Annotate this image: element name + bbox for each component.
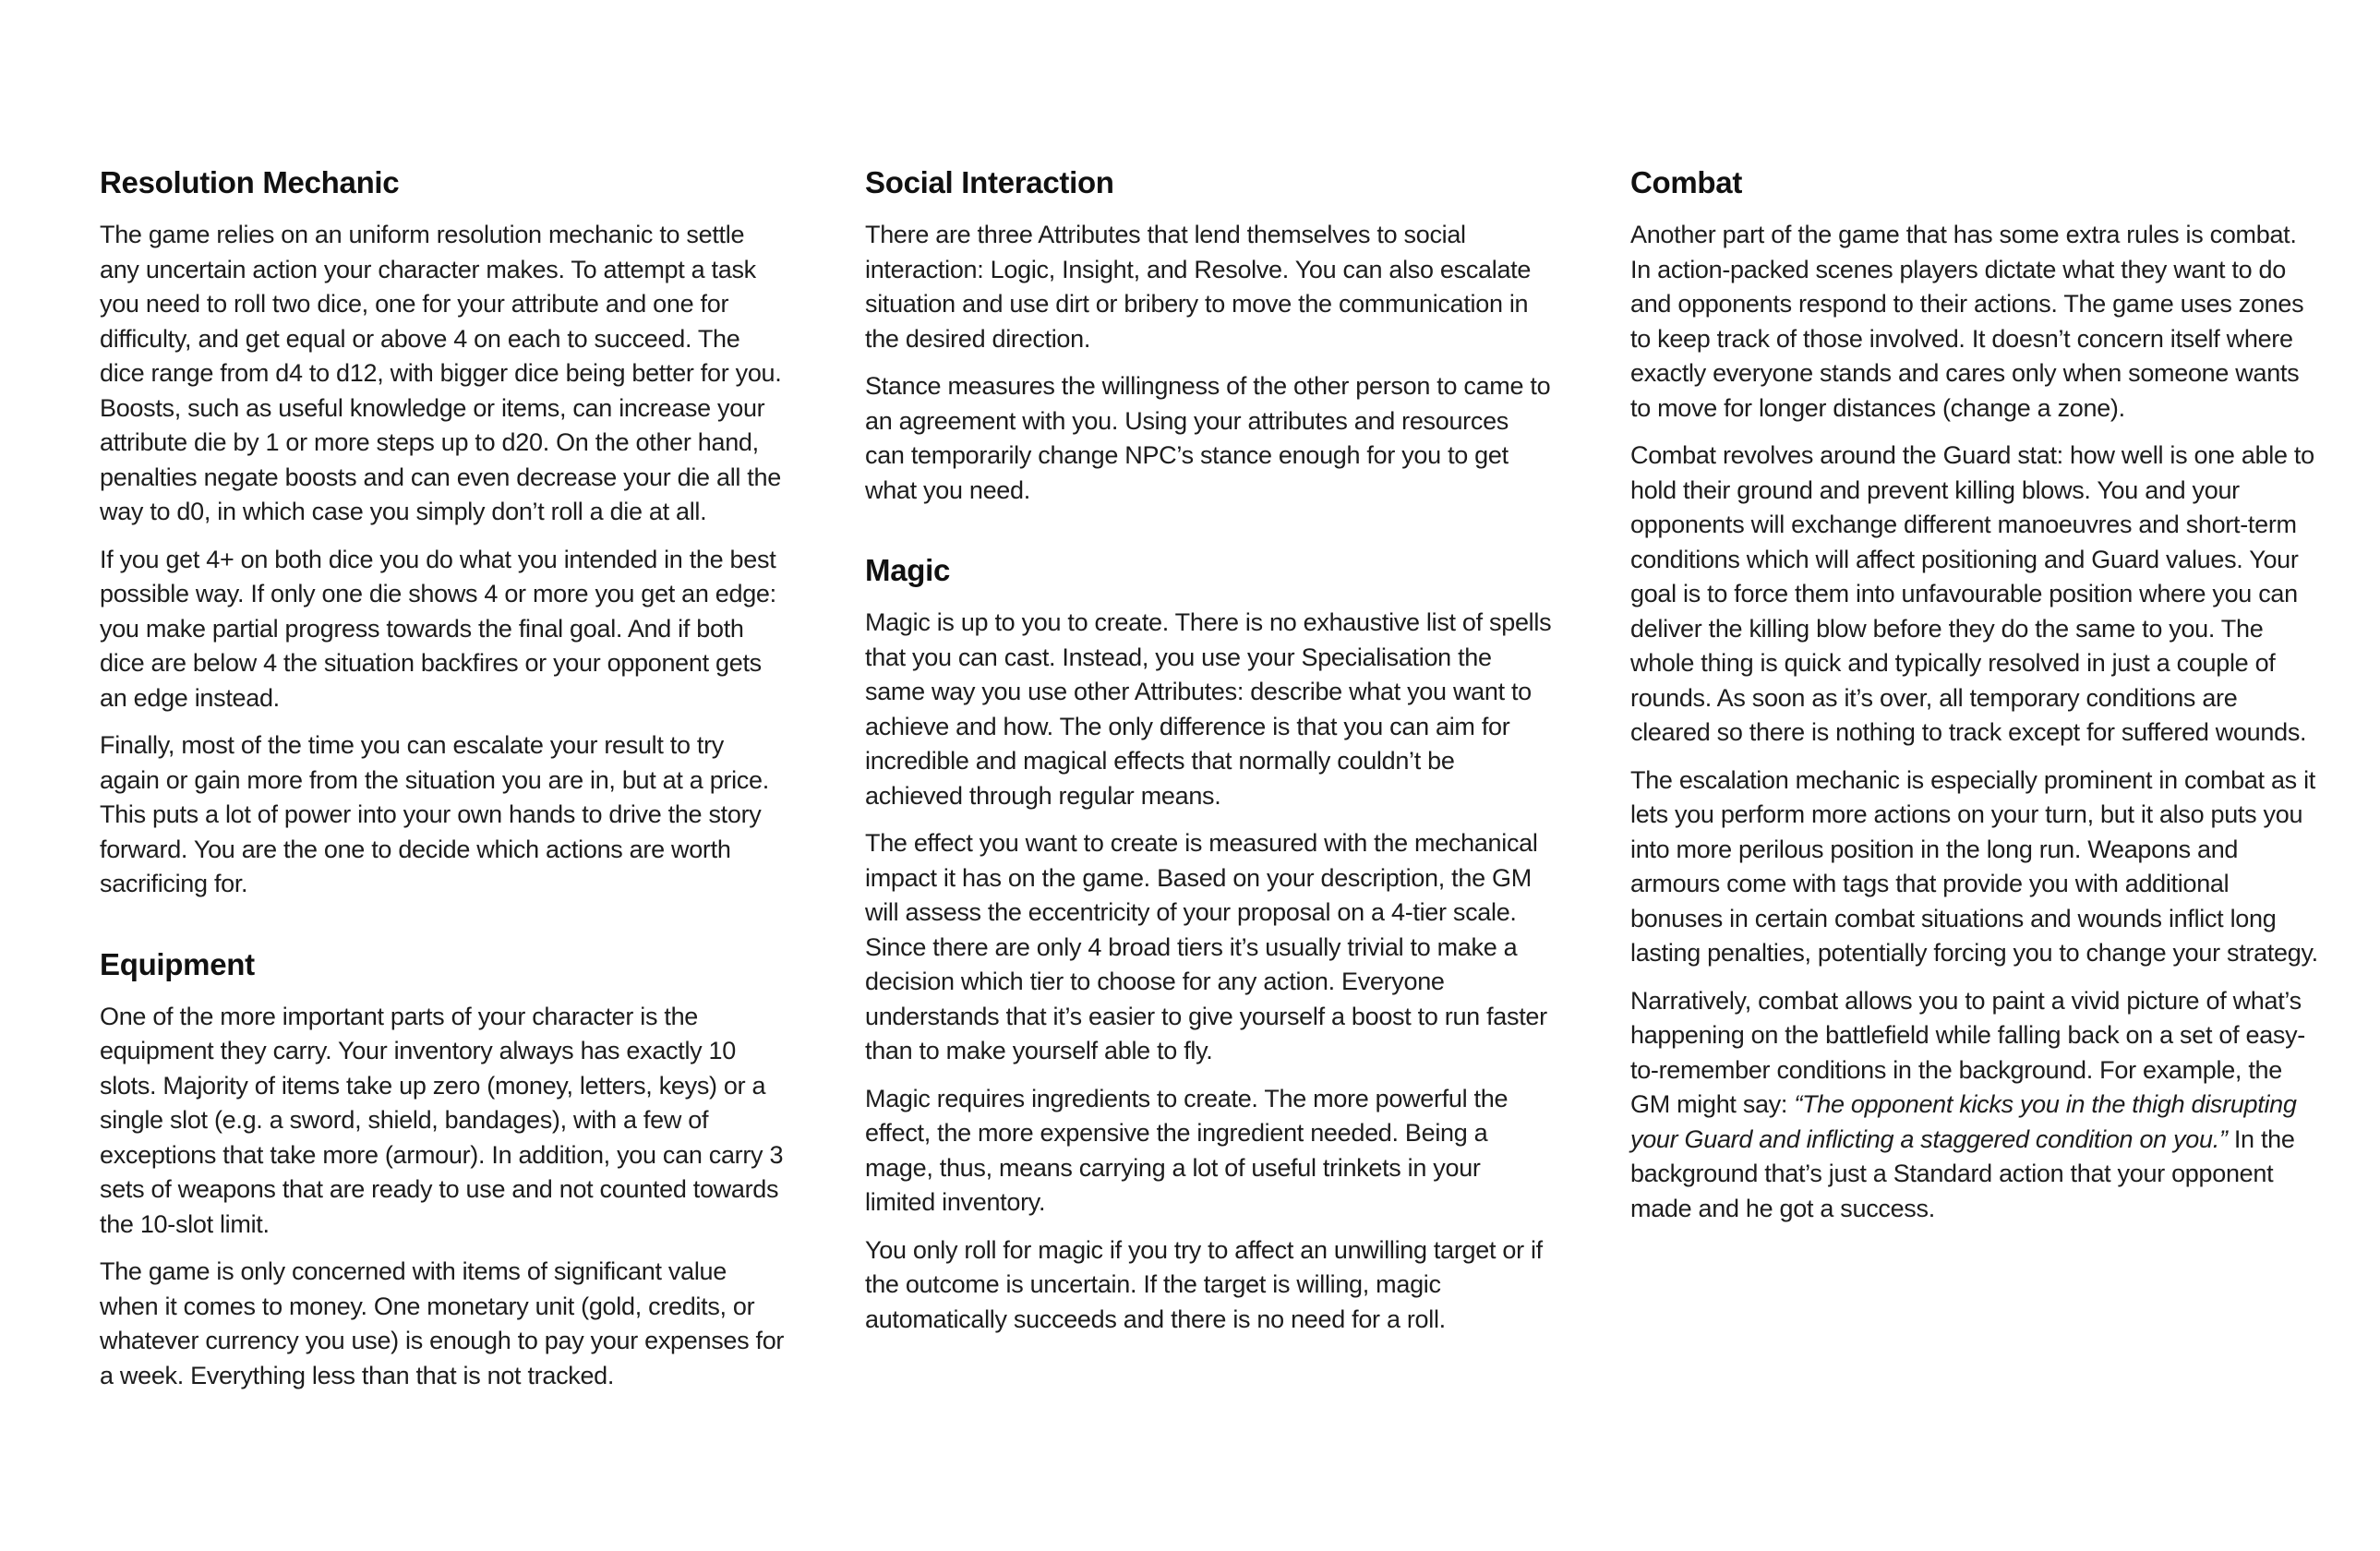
paragraph-combat-example: [1630, 984, 2318, 1227]
combat-example-gm-quote: “The opponent kicks you in the thigh disrupting your Guard and inflicting a staggered condition on you.”: [1630, 1090, 2297, 1153]
paragraph-combat-3: The escalation mechanic is especially prominent in combat as it lets you perform more actions on your turn, but it also puts you into more perilous position in the long run. Weapons and armours come with tags that provide you with additional bonuses in certain combat situations and wounds inflict long lasting penalties, potentially forcing you to change your strategy.: [1630, 765, 2318, 967]
section-heading-magic: Magic: [865, 553, 951, 587]
section-heading-resolution-mechanic: Resolution Mechanic: [100, 165, 400, 199]
paragraph-resolution-3: Finally, most of the time you can escalate your result to try again or gain more from the situation you are in, but at a price. This puts a lot of power into your own hands to drive the story forward. You are the one to decide which actions are worth sacrificing for.: [100, 731, 769, 897]
combat-example-after: In the background that’s just a Standard action that your opponent made and he got a success.: [1630, 1124, 2295, 1222]
paragraph-magic-1: Magic is up to you to create. There is no exhaustive list of spells that you can cast. Instead, you use your Specialisation the same way you use other Attributes: describe what you want to achieve and how. The only difference is that you can aim for incredible and magical effects that normally couldn’t be achieved through regular means.: [865, 608, 1552, 810]
paragraph-combat-1: Another part of the game that has some extra rules is combat. In action-packed scenes players dictate what they want to do and opponents respond to their actions. The game uses zones to keep track of those involved. It doesn’t concern itself where exactly everyone stands and cares only when someone wants to move for longer distances (change a zone).: [1630, 221, 2304, 422]
column-social-magic: [865, 164, 1553, 1406]
paragraph-social-2: Stance measures the willingness of the other person to came to an agreement with you. Using your attributes and resources can temporarily change NPC’s stance enough for you to get what you need.: [865, 372, 1551, 504]
column-combat: [1630, 164, 2318, 1406]
paragraph-resolution-1: The game relies on an uniform resolution mechanic to settle any uncertain action your character makes. To attempt a task you need to roll two dice, one for your attribute and one for difficulty, and get equal or above 4 on each to succeed. The dice range from d4 to d12, with bigger dice being better for you. Boosts, such as useful knowledge or items, can increase your attribute die by 1 or more steps up to d20. On the other hand, penalties negate boosts and can even decrease your die all the way to d0, in which case you simply don’t roll a die at all.: [100, 221, 782, 525]
paragraph-magic-4: You only roll for magic if you try to affect an unwilling target or if the outcome is uncertain. If the target is willing, magic automatically succeeds and there is no need for a roll.: [865, 1235, 1543, 1333]
section-heading-combat: Combat: [1630, 165, 1743, 199]
section-heading-social-interaction: Social Interaction: [865, 165, 1114, 199]
paragraph-magic-2: The effect you want to create is measured with the mechanical impact it has on the game. Based on your description, the GM will assess the eccentricity of your proposal on a 4-tier scale. Since there are only 4 broad tiers it’s usually trivial to make a decision which tier to choose for any action. Everyone understands that it’s easier to give yourself a boost to run faster than to make yourself able to fly.: [865, 829, 1547, 1064]
paragraph-resolution-2: If you get 4+ on both dice you do what you intended in the best possible way. If only one die shows 4 or more you get an edge: you make partial progress towards the final goal. And if both dice are below 4 the situation backfires or your opponent gets an edge instead.: [100, 545, 776, 712]
paragraph-equipment-2: The game is only concerned with items of significant value when it comes to money. One monetary unit (gold, credits, or whatever currency you use) is enough to pay your expenses for a week. Everything less than that is not tracked.: [100, 1257, 785, 1389]
paragraph-magic-3: Magic requires ingredients to create. The more powerful the effect, the more expensive the ingredient needed. Being a mage, thus, means carrying a lot of useful trinkets in your limited inventory.: [865, 1084, 1509, 1216]
section-heading-equipment: Equipment: [100, 946, 255, 981]
paragraph-social-1: There are three Attributes that lend themselves to social interaction: Logic, Insight, and Resolve. You can also escalate situation and use dirt or bribery to move the communication in the desired direction.: [865, 221, 1532, 353]
column-resolution-equipment: [100, 164, 787, 1406]
combat-example-before: Narratively, combat allows you to paint a vivid picture of what’s happening on the battlefield while falling back on a set of easy-to-remember conditions in the background. For example, the GM might say:: [1630, 986, 2306, 1118]
paragraph-equipment-1: One of the more important parts of your character is the equipment they carry. Your inventory always has exactly 10 slots. Majority of items take up zero (money, letters, keys) or a single slot (e.g. a sword, shield, bandages), with a few of exceptions that take more (armour). In addition, you can carry 3 sets of weapons that are ready to use and not counted towards the 10-slot limit.: [100, 1002, 784, 1238]
paragraph-combat-2: Combat revolves around the Guard stat: how well is one able to hold their ground and prevent killing blows. You and your opponents will exchange different manoeuvres and short-term conditions which will affect positioning and Guard values. Your goal is to force them into unfavourable position where you can deliver the killing blow before they do the same to you. The whole thing is quick and typically resolved in just a couple of rounds. As soon as it’s over, all temporary conditions are cleared so there is nothing to track except for suffered wounds.: [1630, 441, 2314, 746]
